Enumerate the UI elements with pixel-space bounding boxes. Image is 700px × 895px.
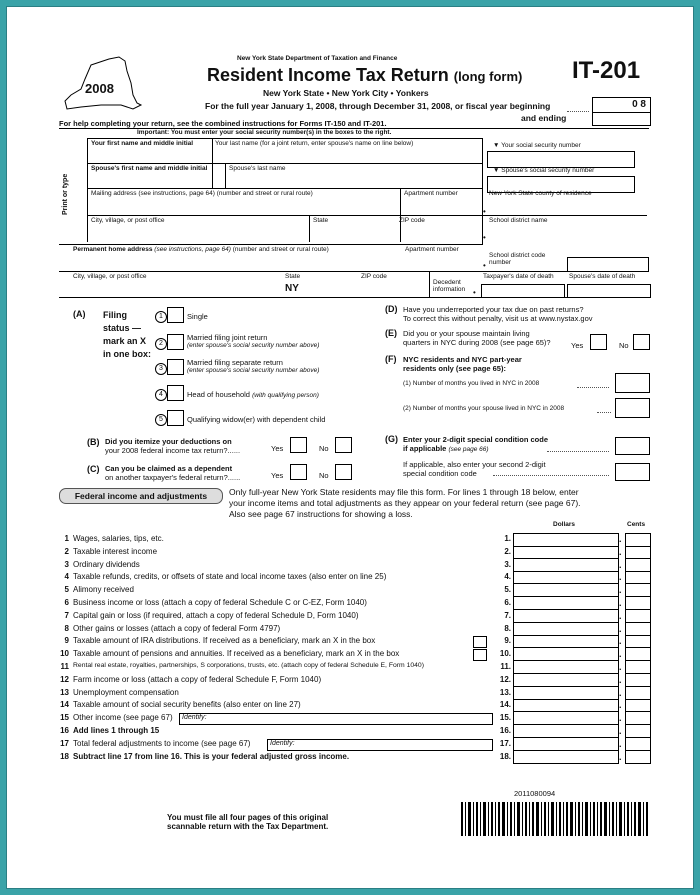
- year-suffix: 0 8: [632, 99, 646, 110]
- school-district-label: School district name: [489, 217, 548, 224]
- line-2-cents-field[interactable]: [625, 546, 651, 559]
- separate-note: (enter spouse's social security number above): [187, 367, 320, 374]
- line-6-dollars-field[interactable]: [513, 597, 619, 610]
- line-description: Taxable refunds, credits, or offsets of state and local income taxes (also enter on line 25): [73, 572, 387, 581]
- line-4-cents-field[interactable]: [625, 571, 651, 584]
- line-ref: 1.: [504, 534, 511, 543]
- option-4-number: 4: [155, 389, 167, 401]
- state2-value: NY: [285, 283, 299, 294]
- b-no-checkbox[interactable]: [335, 437, 352, 453]
- separate-checkbox[interactable]: [167, 359, 184, 375]
- line-number: 16: [60, 726, 69, 735]
- spouse-death-field[interactable]: [567, 284, 651, 298]
- zip-label: ZIP code: [399, 217, 425, 224]
- city2-label: City, village, or post office: [73, 273, 147, 280]
- school-code-label: School district code number: [489, 252, 546, 266]
- barcode: [461, 802, 649, 836]
- line-number: 15: [60, 713, 69, 722]
- widow-checkbox[interactable]: [167, 410, 184, 426]
- taxpayer-death-label: Taxpayer's date of death: [483, 273, 554, 280]
- line-number: 10: [60, 649, 69, 658]
- line-number: 14: [60, 700, 69, 709]
- line-17-dollars-field[interactable]: [513, 738, 619, 751]
- line-1-dollars-field[interactable]: [513, 533, 619, 547]
- decimal-point: .: [619, 611, 622, 621]
- line-ref: 10.: [499, 649, 511, 658]
- line-15-cents-field[interactable]: [625, 712, 651, 725]
- line-number: 4: [64, 572, 69, 581]
- period-dots: [567, 111, 589, 112]
- line-number: 7: [64, 611, 69, 620]
- dollars-header: Dollars: [553, 521, 576, 528]
- line-12-dollars-field[interactable]: [513, 674, 619, 687]
- line-description: Other income (see page 67): [73, 713, 173, 722]
- d-text: Have you underreported your tax due on past returns? To correct this without penalty, visit us at www.nystax.gov: [403, 305, 593, 323]
- state2-label: State: [285, 273, 301, 280]
- department-name: New York State Department of Taxation and Finance: [237, 55, 398, 62]
- line-16-cents-field[interactable]: [625, 725, 651, 738]
- line-number: 5: [64, 585, 69, 594]
- c-yes-checkbox[interactable]: [290, 464, 307, 480]
- decimal-point: .: [619, 547, 622, 557]
- line-description: Rental real estate, royalties, partnerships, S corporations, trusts, etc. (attach copy of federal Schedule E, Form 1040): [73, 662, 424, 669]
- line-9-dollars-field[interactable]: [513, 635, 619, 648]
- b-question: Did you itemize your deductions on your 2008 federal income tax return?......: [105, 437, 241, 455]
- f1-months-field[interactable]: [615, 373, 650, 393]
- footer-note: You must file all four pages of this original scannable return with the Tax Department.: [167, 813, 329, 831]
- line-ref: 2.: [504, 547, 511, 556]
- line-number: 8: [64, 624, 69, 633]
- line-5-dollars-field[interactable]: [513, 584, 619, 597]
- spouse-death-label: Spouse's date of death: [569, 273, 636, 280]
- line-ref: 18.: [499, 752, 511, 761]
- period-line: For the full year January 1, 2008, through December 31, 2008, or fiscal year beginning: [205, 101, 551, 111]
- line-number: 12: [60, 675, 69, 684]
- first-name-label: Your first name and middle initial: [91, 140, 194, 147]
- line-description: Alimony received: [73, 585, 134, 594]
- filing-a-label: (A): [73, 309, 86, 319]
- option-5-number: 5: [155, 414, 167, 426]
- federal-section-heading: Federal income and adjustments: [59, 488, 223, 504]
- line-description: Subtract line 17 from line 16. This is your federal adjusted gross income.: [73, 752, 350, 761]
- c-yes-label: Yes: [271, 471, 284, 480]
- e-no-label: No: [619, 341, 629, 350]
- head-household-checkbox[interactable]: [167, 385, 184, 401]
- decedent-label: Decedent information: [433, 279, 466, 293]
- line-description: Add lines 1 through 15: [73, 726, 160, 735]
- decimal-point: .: [619, 598, 622, 608]
- important-note: Important: You must enter your social security number(s) in the boxes to the right.: [137, 129, 392, 136]
- line-ref: 16.: [499, 726, 511, 735]
- barcode-number: 2011080094: [514, 789, 556, 798]
- city-label: City, village, or post office: [91, 217, 165, 224]
- e-yes-label: Yes: [571, 341, 584, 350]
- line-description: Wages, salaries, tips, etc.: [73, 534, 164, 543]
- line-ref: 8.: [504, 624, 511, 633]
- line-6-cents-field[interactable]: [625, 597, 651, 610]
- line-description: Taxable amount of IRA distributions. If received as a beneficiary, mark an X in the box: [73, 636, 376, 645]
- option-1-number: 1: [155, 311, 167, 323]
- spouse-ssn-label: ▼ Spouse's social security number: [493, 167, 595, 174]
- line-description: Total federal adjustments to income (see page 67): [73, 739, 251, 748]
- line-ref: 9.: [504, 636, 511, 645]
- line-ref: 15.: [499, 713, 511, 722]
- line-14-dollars-field[interactable]: [513, 699, 619, 712]
- decimal-point: .: [619, 688, 622, 698]
- line-ref: 11.: [500, 662, 511, 671]
- option-3-number: 3: [155, 363, 167, 375]
- decimal-point: .: [619, 739, 622, 749]
- line-15-dollars-field[interactable]: [513, 712, 619, 725]
- line-11-dollars-field[interactable]: [513, 661, 619, 674]
- line-12-cents-field[interactable]: [625, 674, 651, 687]
- e-text: Did you or your spouse maintain living quarters in NYC during 2008 (see page 65)?: [403, 329, 551, 347]
- line-7-cents-field[interactable]: [625, 610, 651, 623]
- b-yes-checkbox[interactable]: [290, 437, 307, 453]
- line-number: 1: [64, 534, 69, 543]
- joint-note: (enter spouse's social security number above): [187, 342, 320, 349]
- line-2-dollars-field[interactable]: [513, 546, 619, 559]
- line-ref: 17.: [499, 739, 511, 748]
- line-description: Farm income or loss (attach a copy of federal Schedule F, Form 1040): [73, 675, 322, 684]
- decimal-point: .: [619, 752, 622, 762]
- ssn-field[interactable]: [487, 151, 635, 168]
- tax-year: 2008: [85, 81, 114, 96]
- decimal-point: .: [619, 649, 622, 659]
- decimal-point: .: [619, 662, 622, 672]
- e-label: (E): [385, 328, 397, 338]
- decimal-point: .: [619, 585, 622, 595]
- g-code-2-field[interactable]: [615, 463, 650, 481]
- line-17-cents-field[interactable]: [625, 738, 651, 751]
- line-ref: 14.: [499, 700, 511, 709]
- line-11-cents-field[interactable]: [625, 661, 651, 674]
- decimal-point: .: [619, 700, 622, 710]
- form-number: IT-201: [572, 57, 641, 84]
- c-label: (C): [87, 464, 100, 474]
- g-code-1-field[interactable]: [615, 437, 650, 455]
- line-1-cents-field[interactable]: [625, 533, 651, 547]
- line-14-cents-field[interactable]: [625, 699, 651, 712]
- line-ref: 4.: [504, 572, 511, 581]
- line-number: 11: [60, 662, 69, 671]
- print-or-type-label: Print or type: [62, 173, 69, 215]
- b-yes-label: Yes: [271, 444, 284, 453]
- identify-field[interactable]: [179, 713, 493, 725]
- line-description: Taxable interest income: [73, 547, 158, 556]
- g-label: (G): [385, 434, 398, 444]
- identify-field[interactable]: [267, 739, 493, 751]
- c-no-checkbox[interactable]: [335, 464, 352, 480]
- line-number: 17: [60, 739, 69, 748]
- identify-label: Identify:: [270, 740, 295, 747]
- line-5-cents-field[interactable]: [625, 584, 651, 597]
- option-2-number: 2: [155, 338, 167, 350]
- f1-label: (1) Number of months you lived in NYC in 2008: [403, 380, 540, 387]
- mailing-address-label: Mailing address (see instructions, page 64) (number and street or rural route): [91, 190, 313, 197]
- line-16-dollars-field[interactable]: [513, 725, 619, 738]
- line-ref: 3.: [504, 560, 511, 569]
- spouse-last-label: Spouse's last name: [229, 165, 286, 172]
- line-number: 2: [64, 547, 69, 556]
- line-description: Capital gain or loss (if required, attach a copy of federal Schedule D, Form 1040): [73, 611, 359, 620]
- line-description: Unemployment compensation: [73, 688, 179, 697]
- line-description: Taxable amount of social security benefits (also enter on line 27): [73, 700, 301, 709]
- f-label: (F): [385, 354, 397, 364]
- decimal-point: .: [619, 636, 622, 646]
- separate-label: Married filing separate return: [187, 358, 283, 367]
- county-label: New York State county of residence: [489, 190, 592, 197]
- g-text-2: If applicable, also enter your second 2-digit special condition code: [403, 460, 546, 478]
- line-description: Ordinary dividends: [73, 560, 140, 569]
- c-question: Can you be claimed as a dependent on another taxpayer's federal return?......: [105, 464, 241, 482]
- e-yes-checkbox[interactable]: [590, 334, 607, 350]
- line-number: 13: [60, 688, 69, 697]
- b-label: (B): [87, 437, 100, 447]
- decimal-point: .: [619, 713, 622, 723]
- single-checkbox[interactable]: [167, 307, 184, 323]
- line-description: Other gains or losses (attach a copy of federal Form 4797): [73, 624, 281, 633]
- line-number: 6: [64, 598, 69, 607]
- cents-header: Cents: [627, 521, 646, 528]
- beneficiary-checkbox[interactable]: [473, 649, 487, 661]
- line-ref: 7.: [504, 611, 511, 620]
- f2-label: (2) Number of months your spouse lived in NYC in 2008: [403, 405, 565, 412]
- line-ref: 6.: [504, 598, 511, 607]
- line-9-cents-field[interactable]: [625, 635, 651, 648]
- school-code-field[interactable]: [567, 257, 649, 272]
- joint-label: Married filing joint return: [187, 333, 268, 342]
- decimal-point: .: [619, 560, 622, 570]
- zip2-label: ZIP code: [361, 273, 387, 280]
- decimal-point: .: [619, 624, 622, 634]
- ssn-label: ▼ Your social security number: [493, 142, 581, 149]
- permanent-address-label: Permanent home address (see instructions, page 64) (number and street or rural route): [73, 246, 329, 253]
- line-number: 18: [60, 752, 69, 761]
- line-number: 9: [64, 636, 69, 645]
- c-no-label: No: [319, 471, 329, 480]
- filing-status-title: Filing status — mark an X in one box:: [103, 310, 151, 359]
- line-10-cents-field[interactable]: [625, 648, 651, 661]
- federal-intro: Only full-year New York State residents may file this form. For lines 1 through 18 below, enter your income items and total adjustments as they appear on your federal return (see page 67). Also see page 67 instructions for showing a loss.: [229, 487, 581, 519]
- fiscal-begin-field[interactable]: [592, 97, 651, 113]
- decimal-point: .: [619, 534, 622, 544]
- g-text: Enter your 2-digit special condition code if applicable (see page 66): [403, 435, 549, 453]
- line-ref: 13.: [499, 688, 511, 697]
- line-number: 3: [64, 560, 69, 569]
- help-line: For help completing your return, see the combined instructions for Forms IT-150 and IT-201.: [59, 119, 387, 128]
- line-18-cents-field[interactable]: [625, 751, 651, 764]
- beneficiary-checkbox[interactable]: [473, 636, 487, 648]
- d-label: (D): [385, 304, 398, 314]
- line-description: Business income or loss (attach a copy of federal Schedule C or C-EZ, Form 1040): [73, 598, 367, 607]
- fiscal-end-field[interactable]: [592, 112, 651, 126]
- decimal-point: .: [619, 572, 622, 582]
- line-description: Taxable amount of pensions and annuities. If received as a beneficiary, mark an X in the box: [73, 649, 400, 658]
- identify-label: Identify:: [182, 714, 207, 721]
- line-7-dollars-field[interactable]: [513, 610, 619, 623]
- line-ref: 5.: [504, 585, 511, 594]
- head-household-label: Head of household (with qualifying person): [187, 390, 319, 399]
- and-ending-label: and ending: [521, 113, 567, 123]
- spouse-first-label: Spouse's first name and middle initial: [91, 165, 208, 172]
- taxpayer-death-field[interactable]: [481, 284, 565, 298]
- joint-checkbox[interactable]: [167, 334, 184, 350]
- single-label: Single: [187, 312, 208, 321]
- apartment-label: Apartment number: [404, 190, 458, 197]
- perm-apartment-label: Apartment number: [405, 246, 459, 253]
- state-label: State: [313, 217, 329, 224]
- b-no-label: No: [319, 444, 329, 453]
- widow-label: Qualifying widow(er) with dependent child: [187, 415, 326, 424]
- last-name-label: Your last name (for a joint return, enter spouse's name on line below): [215, 140, 414, 147]
- e-no-checkbox[interactable]: [633, 334, 650, 350]
- jurisdictions: New York State • New York City • Yonkers: [263, 88, 429, 98]
- line-4-dollars-field[interactable]: [513, 571, 619, 584]
- line-10-dollars-field[interactable]: [513, 648, 619, 661]
- decimal-point: .: [619, 675, 622, 685]
- f-text: NYC residents and NYC part-year residents only (see page 65):: [403, 355, 522, 373]
- f2-months-field[interactable]: [615, 398, 650, 418]
- decimal-point: .: [619, 726, 622, 736]
- line-18-dollars-field[interactable]: [513, 751, 619, 764]
- form-title: Resident Income Tax Return (long form): [207, 65, 523, 85]
- form-page: 2008 New York State Department of Taxation and Finance Resident Income Tax Return (long form) IT-201 New York State • New York City • Yonkers For the full year January 1, 2008, through December 31, 2008, or fiscal year beginning 0 8 and ending For help completing your return, see the combined instructions for Forms IT-150 and IT-201. Print or type Important: You must enter your social security number(s) in the boxes to the right. Your first name and middle initial Your last name (for a joint return, enter spouse's name on line below) ▼ Your social security number Spouse's first name and middle initial Spouse's last name ▼ Spouse's social security number Mailing address (see instructions, page 64) (number and street or rural route) Apartment number New York State county of residence • City, village, or post office State ZIP code School district name • Permanent home address (see instructions, page 64) (number and street or rural route) Apartment number School district code number • City, village, or post office State NY ZIP code Decedent information • Taxpayer's date of death Spouse's date of death (A) Filing status — mark an X in one box: 1 Single 2 Married filing joint return (enter spouse's social security number above) 3 Married filing separate return (enter spouse's social security number above) 4 Head of household (with qualifying person) 5 Qualifying widow(er) with dependent child (B) Did you itemize your deductions on your 2008 federal income tax return?...... Yes No (C) Can you be claimed as a dependent on another taxpayer's federal return?...... Yes No (D) Have you underreported your tax due on past returns? To correct this without penalty, visit us at www.nystax.gov (E) Did you or your spouse maintain living quarters in NYC during 2008 (see page 65)? Yes No (F) NYC residents and NYC part-year residents only (see page 65): (1) Number of months you lived in NYC in 2008 (2) Number of months your spouse lived in NYC in 2008 (G) Enter your 2-digit special condition code if applicable (see page 66) If applicable, also enter your second 2-digit special condition code Federal income and adjustments Only full-year New York State residents may file this form. For lines 1 through 18 below, enter your income items and total adjustments as they appear on your federal return (see page 67). Also see page 67 instructions for showing a loss. Dollars Cents 1 Wages, salaries, tips, etc. 1. . 2 Taxable interest income 2. . 3 Ordinary dividends 3. . 4 Taxable refunds, credits, or offsets of state and local income taxes (also enter on line 25) 4. . 5 Alimony received 5. . 6 Business income or loss (attach a copy of federal Schedule C or C-EZ, Form 1040) 6. . 7 Capital gain or loss (if required, attach a copy of federal Schedule D, Form 1040) 7. . 8 Other gains or losses (attach a copy of federal Form 4797) 8. . 9 Taxable amount of IRA distributions. If received as a beneficiary, mark an X in the box 9. . 10 Taxable amount of pensions and annuities. If received as a beneficiary, mark an X in the box 10. . 11 Rental real estate, royalties, partnerships, S corporations, trusts, etc. (attach copy of federal Schedule E, Form 1040) 11. . 12 Farm income or loss (attach a copy of federal Schedule F, Form 1040) 12. . 13 Unemployment compensation 13. . 14 Taxable amount of social security benefits (also enter on line 27) 14. . 15 Other income (see page 67) 15. . Identify: 16 Add lines 1 through 15 16. . 17 Total federal adjustments to income (see page 67) 17. . Identify: 18 Subtract line 17 from line 16. This is your federal adjusted gross income. 18. . You must file all four pages of this original scannable return with the Tax Department. 2011080094: [6, 6, 694, 889]
- line-ref: 12.: [499, 675, 511, 684]
